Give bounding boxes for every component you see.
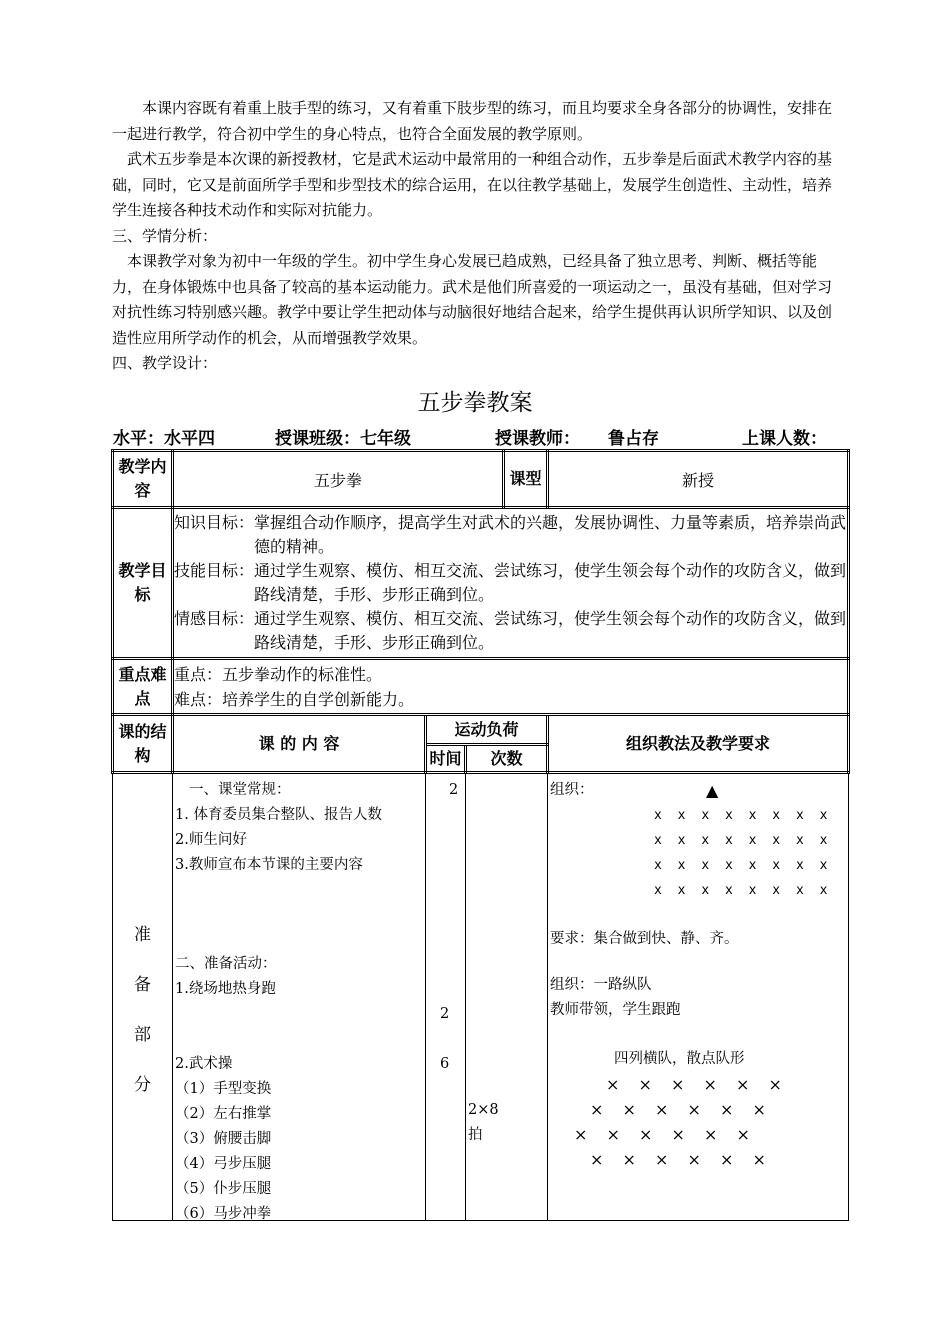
intro-paragraph-1: 本课内容既有着重上肢手型的练习，又有着重下肢步型的练习，而且均要求全身各部分的协调性，安排在一起进行教学，符合初中学生的身心特点，也符合全面发展的教学原则。 (112, 99, 833, 143)
routine-item-3: 3.教师宣布本节课的主要内容 (175, 857, 363, 873)
type-label-cell (504, 451, 548, 508)
time-cell (426, 773, 466, 1221)
goal-text: 通过学生观察、模仿、相互交流、尝试练习，使学生领会每个动作的攻防含义，做到路线清楚，手形、步形正确到位。 (254, 561, 847, 604)
time-value-3: 6 (440, 1056, 450, 1072)
goals-label-cell (113, 508, 173, 659)
org2: 组织：一路纵队 (550, 977, 652, 993)
formation-row-4: x x x x x x x x (654, 883, 832, 898)
meta-count: 上课人数： (742, 429, 827, 449)
goal-skill (174, 559, 847, 607)
wushu-item-2: （2）左右推掌 (175, 1106, 272, 1122)
wushu-item-1: （1）手型变换 (175, 1081, 272, 1097)
count-header: 次数 (490, 748, 523, 768)
section-heading-3: 三、学情分析： (112, 226, 218, 245)
intro-paragraph-3: 本课教学对象为初中一年级的学生。初中学生身心发展已趋成熟，已经具备了独立思考、判断、概括等能力，在身体锻炼中也具备了较高的基本运动能力。武术是他们所喜爱的一项运动之一，虽没有基础，但对学习对抗性练习特别感兴趣。教学中要让学生把动体与动脑很好地结合起来，给学生提供再认识所学知识、以及创造性应用所学动作的机会，从而增强教学效果。 (112, 252, 833, 347)
formation-label: 四列横队，散点队形 (614, 1051, 745, 1067)
lesson-plan-table (111, 449, 850, 1221)
count-cell (466, 773, 548, 1221)
count-value: 2×8拍 (468, 1102, 499, 1143)
org1-label: 组织： (550, 782, 594, 798)
prep-content-cell (173, 773, 426, 1221)
cross-row-2: × × × × × × (590, 1100, 766, 1119)
formation-row-3: x x x x x x x x (654, 858, 832, 873)
hard-point: 难点：培养学生的自学创新能力。 (174, 689, 415, 709)
method-cell (548, 773, 849, 1221)
goal-text: 掌握组合动作顺序，提高学生对武术的兴趣，发展协调性、力量等素质，培养崇尚武德的精神。 (254, 513, 847, 556)
content-header: 课 的 内 容 (258, 733, 340, 753)
type-label: 课型 (509, 469, 542, 488)
cross-row-3: × × × × × × (574, 1125, 750, 1144)
intro-paragraph-2: 武术五步拳是本次课的新授教材，它是武术运动中最常用的一种组合动作，五步拳是后面武术教学内容的基础，同时，它又是前面所学手型和步型技术的综合运用，在以往教学基础上，发展学生创造性、主动性，培养学生连接各种技术动作和实际对抗能力。 (112, 150, 833, 219)
goal-text: 通过学生观察、模仿、相互交流、尝试练习，使学生领会每个动作的攻防含义，做到路线清楚，手形、步形正确到位。 (254, 609, 847, 652)
count-header-cell (466, 745, 548, 773)
wushu-item-5: （5）仆步压腿 (175, 1181, 272, 1197)
type-value-cell (548, 451, 849, 508)
goal-label: 情感目标： (174, 609, 255, 628)
time-header: 时间 (429, 748, 462, 768)
meta-teacher: 鲁占存 (608, 429, 659, 449)
goals-cell (173, 508, 849, 659)
cross-row-1: × × × × × × (606, 1075, 782, 1094)
key-cell (173, 659, 849, 715)
cross-row-4: × × × × × × (590, 1150, 766, 1169)
requirement: 要求：集合做到快、静、齐。 (550, 931, 739, 947)
section-heading-4: 四、教学设计： (112, 354, 218, 372)
content-label: 教学内容 (118, 457, 167, 500)
goal-emotion (174, 607, 847, 655)
section-name: 准备部分 (134, 925, 151, 1095)
meta-class: 授课班级：七年级 (275, 429, 411, 449)
content-value-cell (173, 451, 504, 508)
type-value: 新授 (682, 470, 715, 490)
warmup-title: 二、准备活动： (175, 956, 277, 972)
content-header-cell (173, 715, 426, 773)
goal-knowledge (174, 511, 847, 559)
org2-desc: 教师带领，学生跟跑 (550, 1002, 681, 1018)
goal-label: 知识目标： (174, 513, 255, 532)
key-point: 重点：五步拳动作的标准性。 (174, 664, 383, 684)
struct-label-cell (113, 715, 173, 773)
routine-item-2: 2.师生问好 (175, 832, 247, 848)
wushu-item-6: （6）马步冲拳 (175, 1206, 272, 1222)
warmup-item: 1.绕场地热身跑 (175, 981, 276, 997)
section-name-cell (113, 773, 173, 1221)
content-label-cell (113, 451, 173, 508)
method-header: 组织教法及教学要求 (626, 733, 771, 753)
formation-row-1: x x x x x x x x (654, 808, 832, 823)
content-value: 五步拳 (314, 470, 363, 490)
key-label-cell (113, 659, 173, 715)
goal-label: 技能目标： (174, 561, 255, 580)
formation-row-2: x x x x x x x x (654, 833, 832, 848)
time-value-1: 2 (449, 782, 459, 798)
teacher-mark-icon: ▲ (706, 781, 719, 800)
plan-title: 五步拳教案 (417, 390, 533, 416)
time-header-cell (426, 745, 466, 773)
wushu-item-3: （3）俯腰击脚 (175, 1131, 272, 1147)
goals-label: 教学目标 (118, 561, 167, 604)
struct-label: 课的结构 (118, 721, 167, 765)
load-header-cell (426, 715, 548, 745)
meta-teacher-label: 授课教师： (495, 429, 580, 449)
wushu-title: 2.武术操 (175, 1056, 233, 1072)
load-header: 运动负荷 (454, 719, 519, 739)
time-value-2: 2 (440, 1006, 450, 1022)
meta-level: 水平：水平四 (113, 429, 215, 449)
key-label: 重点难点 (118, 664, 167, 708)
routine-title: 一、课堂常规： (189, 782, 291, 798)
routine-item-1: 1. 体育委员集合整队、报告人数 (175, 807, 382, 823)
wushu-item-4: （4）弓步压腿 (175, 1156, 272, 1172)
method-header-cell (548, 715, 849, 773)
intro-text (112, 96, 844, 377)
